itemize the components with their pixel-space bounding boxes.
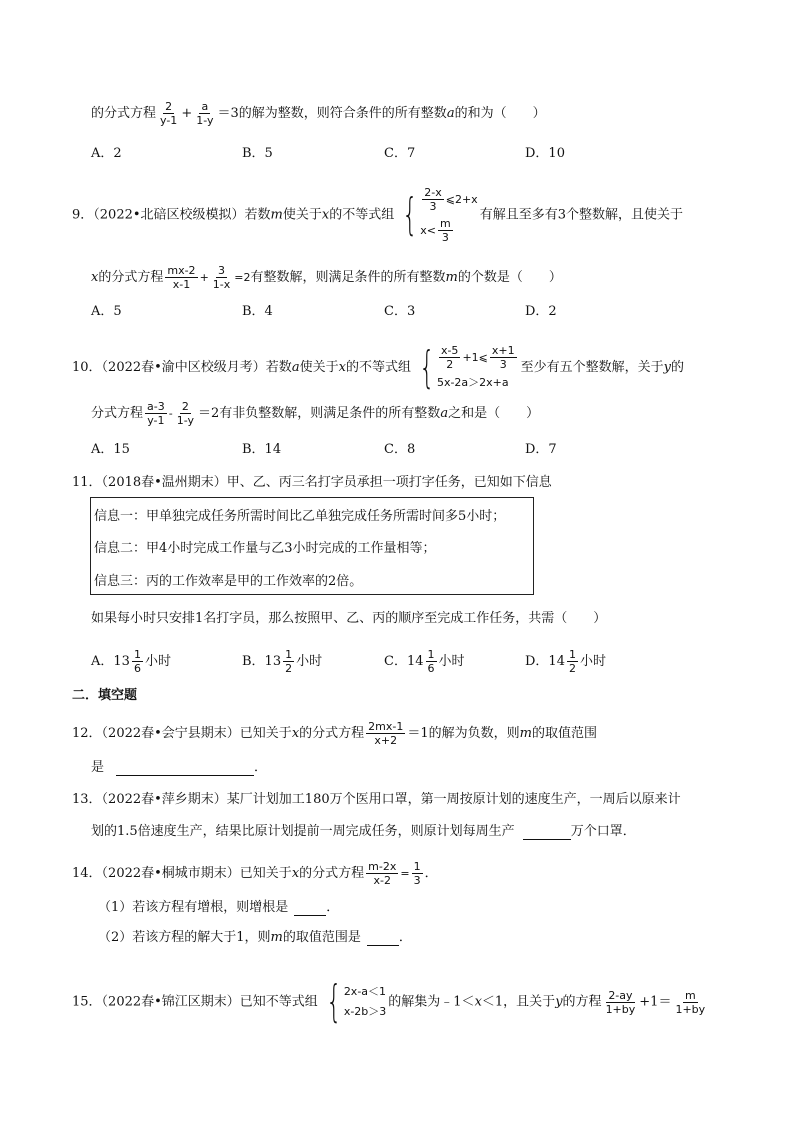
q10-var-x: x: [338, 360, 346, 375]
q10-option-a: A．15: [91, 442, 130, 457]
q9-f2-numerator: 3: [218, 264, 226, 277]
q14-sub2-end: ．: [398, 930, 412, 945]
q12-text-3: 的取值范围: [532, 726, 598, 741]
q8-option-b: B．5: [242, 146, 273, 161]
q10-l2-pre: 分式方程: [91, 406, 144, 421]
q9-ineq2-left: x<: [420, 223, 436, 237]
q11-option-b-denominator: 2: [285, 662, 293, 675]
q9-line-2: [91, 264, 562, 291]
q10-minus: -: [168, 407, 173, 420]
section-fill-in-blank-heading: 二．填空题: [72, 688, 138, 703]
q9-option-c: C．3: [384, 304, 416, 319]
q11-option-a-denominator: 6: [133, 662, 141, 675]
q15-var-y: y: [555, 994, 563, 1010]
q12-line-2: [91, 760, 267, 776]
q9-text-3: 有解且至多有3个整数解，且使关于: [479, 207, 683, 223]
q15-text-1: 的解集为﹣1＜: [388, 994, 475, 1010]
q11-info-box: [90, 497, 534, 595]
q13-answer-blank[interactable]: [523, 825, 571, 840]
q14-sub2-answer-blank[interactable]: [367, 931, 399, 946]
q10-fraction-1: [145, 400, 167, 427]
q9-l2-pre: 的分式方程: [98, 270, 164, 285]
q11-option-a-label: A．13: [91, 653, 130, 669]
q13-text-2a: 划的1.5倍速度生产，结果比原计划提前一周完成任务，则原计划每周生产: [91, 824, 515, 839]
q9-line-1: [72, 186, 683, 244]
q11-number: 11．: [72, 475, 102, 490]
q15-inequality-system: [320, 976, 387, 1027]
q9-ineq2-numerator: m: [439, 217, 451, 230]
q15-f2-numerator: m: [684, 988, 696, 1002]
q10-r1-denominator: 2: [446, 358, 454, 371]
q11-option-d-label: D．14: [525, 653, 565, 669]
q14-var-x: x: [291, 866, 300, 881]
q15-mid: +1＝: [639, 994, 672, 1010]
q15-var-x: x: [474, 994, 482, 1010]
q11-option-d-numerator: 1: [568, 648, 576, 661]
q14-source: （2022春•桐城市期末）已知关于: [101, 866, 292, 881]
q11-option-b-label: B．13: [242, 653, 282, 669]
q14-line-1: [72, 860, 438, 887]
q10-inequality-system: [413, 341, 519, 393]
q12-answer-blank[interactable]: [116, 761, 254, 776]
q12-f-denominator: x+2: [374, 734, 398, 747]
q15-f1-numerator: 2-ay: [608, 988, 633, 1002]
q9-var-m: m: [270, 207, 283, 223]
q11-option-d-denominator: 2: [568, 662, 576, 675]
q11-option-a-numerator: 1: [133, 648, 141, 661]
q10-fraction-2: [175, 400, 196, 427]
q10-text-2: 的不等式组: [345, 360, 411, 375]
q13-text-1: （2022春•萍乡期末）某厂计划加工180万个医用口罩，第一周按原计划的速度生产，一周后以原来计: [101, 792, 681, 807]
q9-l2-post2: 的个数是（ ）: [457, 270, 562, 285]
q8-plus: +: [181, 106, 193, 121]
q9-source: （2022•北碚区校级模拟）若数: [93, 207, 271, 223]
q12-var-m: m: [519, 726, 532, 741]
q14-number: 14．: [72, 866, 102, 881]
q8-text-post: 的解为整数，则符合条件的所有整数: [238, 106, 447, 121]
q10-line-1: [72, 341, 684, 393]
q14-fraction: [366, 860, 398, 887]
q15-ineq-row-1: 2x-a＜1: [343, 985, 387, 998]
q14-f-denominator: x-2: [373, 874, 392, 887]
q8-f1-denominator: y-1: [160, 114, 178, 127]
q15-text-2: ＜1，且关于: [481, 994, 556, 1010]
q10-brace: {: [419, 341, 435, 393]
q9-text-2: 的不等式组: [329, 207, 395, 223]
q9-equals: =2: [234, 271, 251, 284]
q10-text-4: 的: [670, 360, 684, 375]
q9-option-b: B．4: [242, 304, 273, 319]
q8-f2-numerator: a: [201, 100, 209, 113]
q14-r-denominator: 3: [413, 874, 421, 887]
q8-fraction-1: [158, 100, 179, 127]
q11-info-2: 信息二：甲4小时完成工作量与乙3小时完成的工作量相等；: [94, 541, 436, 556]
q9-var-x: x: [321, 207, 330, 223]
q11-option-d: [525, 648, 606, 675]
q10-r1-denominator-2: 3: [499, 358, 507, 371]
q9-fraction-1: [165, 264, 197, 291]
q10-l2-post2: 之和是（ ）: [448, 406, 540, 421]
q10-var-a: a: [291, 360, 300, 375]
q10-l2-post: 有非负整数解，则满足条件的所有整数: [219, 406, 441, 421]
q12-line-1: [72, 720, 597, 747]
q14-sub-2: [98, 930, 412, 946]
q13-line-1: [72, 792, 681, 808]
q8-equation-line: [91, 100, 546, 127]
q13-line-2: [91, 824, 636, 840]
q11-option-c: [384, 648, 465, 675]
q9-inequality-system: [396, 186, 477, 244]
q9-brace: {: [402, 189, 418, 240]
q9-ineq-row-1: [420, 186, 477, 213]
q10-text-1: 使关于: [299, 360, 339, 375]
q12-source: （2022春•会宁县期末）已知关于: [101, 726, 292, 741]
q14-equals: =: [400, 867, 410, 880]
q8-fraction-2: [194, 100, 215, 127]
q12-text-1: 的分式方程: [299, 726, 365, 741]
q15-number: 15．: [72, 994, 102, 1010]
q12-l2-text: 是: [91, 760, 105, 775]
q10-equals: ＝2: [198, 406, 220, 421]
q10-option-d: D．7: [525, 442, 557, 457]
q11-option-b: [242, 648, 322, 675]
q10-f1-denominator: y-1: [147, 414, 165, 427]
q12-number: 12．: [72, 726, 102, 741]
q12-equals: ＝1: [407, 726, 429, 741]
q15-fraction-1: [604, 989, 638, 1016]
q9-ineq1-denominator: 3: [429, 200, 437, 213]
q12-text-2: 的解为负数，则: [428, 726, 520, 741]
q9-f1-numerator: mx-2: [167, 264, 196, 277]
q10-f2-denominator: 1-y: [176, 414, 195, 427]
q10-ineq-row-2: 5x-2a＞2x+a: [436, 376, 509, 389]
q11-option-d-unit: 小时: [579, 653, 606, 669]
q12-f-numerator: 2mx-1: [368, 720, 404, 733]
q11-option-c-unit: 小时: [438, 653, 465, 669]
q9-option-a: A．5: [91, 304, 122, 319]
q10-f2-numerator: 2: [181, 400, 189, 413]
q8-text-post2: 的和为（ ）: [454, 106, 546, 121]
q14-r-numerator: 1: [413, 860, 421, 873]
q12-fraction: [366, 720, 405, 747]
q11-option-a-unit: 小时: [144, 653, 171, 669]
q13-number: 13．: [72, 792, 102, 807]
q8-option-a: A．2: [91, 146, 122, 161]
q9-l2-post: 有整数解，则满足条件的所有整数: [250, 270, 446, 285]
q9-fraction-2: [211, 264, 232, 291]
q9-plus: +: [199, 271, 209, 284]
q14-sub1-text: （1）若该方程有增根，则增根是: [98, 900, 289, 915]
q10-l2-var-a: a: [440, 406, 449, 421]
q11-option-b-numerator: 1: [285, 648, 293, 661]
q10-line-2: [91, 400, 539, 427]
q11-info-1: 信息一：甲单独完成任务所需时间比乙单独完成任务所需时间多5小时；: [94, 509, 506, 524]
q15-brace: {: [326, 976, 342, 1027]
q10-r1-numerator-2: x+1: [491, 344, 515, 357]
q11-text: （2018春•温州期末）甲、乙、丙三名打字员承担一项打字任务，已知如下信息: [101, 475, 552, 490]
q13-text-2b: 万个口罩．: [570, 824, 636, 839]
q10-source: （2022春•渝中区校级月考）若数: [101, 360, 292, 375]
q11-option-c-numerator: 1: [427, 648, 435, 661]
q12-var-x: x: [291, 726, 300, 741]
q15-ineq-row-2: x-2b＞3: [343, 1005, 387, 1018]
q14-rhs-fraction: [412, 860, 423, 887]
q10-number: 10．: [72, 360, 102, 375]
q15-fraction-2: [673, 989, 707, 1016]
q8-equals: ＝3: [217, 106, 239, 121]
q14-sub2-var-m: m: [270, 930, 283, 945]
q10-var-y: y: [663, 360, 671, 375]
q9-ineq1-rest: ⩽2+x: [445, 192, 478, 206]
q14-sub2-text-b: 的取值范围是: [282, 930, 361, 945]
q10-ineq-row-1: [437, 344, 519, 371]
q9-option-d: D．2: [525, 304, 557, 319]
q14-end: ．: [424, 866, 438, 881]
q12-l2-end: ．: [254, 760, 268, 775]
q9-text-1: 使关于: [282, 207, 322, 223]
q9-ineq2-denominator: 3: [441, 231, 449, 244]
q8-text-pre: 的分式方程: [91, 106, 157, 121]
q9-f2-denominator: 1-x: [212, 278, 231, 291]
q15-f1-denominator: 1+by: [605, 1002, 636, 1016]
q8-f1-numerator: 2: [165, 100, 173, 113]
q14-text-1: 的分式方程: [299, 866, 365, 881]
q8-option-c: C．7: [384, 146, 416, 161]
q9-l2-var-x: x: [91, 270, 99, 285]
q15-text-3: 的方程: [562, 994, 602, 1010]
q15-f2-denominator: 1+by: [675, 1002, 706, 1016]
q10-r1-numerator: x-5: [440, 344, 459, 357]
q11-option-c-label: C．14: [384, 653, 424, 669]
q11-info-3: 信息三：丙的工作效率是甲的工作效率的2倍。: [94, 574, 363, 589]
q8-f2-denominator: 1-y: [196, 114, 214, 127]
q11-option-c-denominator: 6: [427, 662, 435, 675]
q14-sub1-end: ．: [326, 900, 340, 915]
q11-line-1: [72, 475, 552, 491]
q10-f1-numerator: a-3: [147, 400, 165, 413]
q14-sub-1: [98, 900, 339, 916]
q14-sub2-text: （2）若该方程的解大于1，则: [98, 930, 271, 945]
q10-text-3: 至少有五个整数解，关于: [520, 360, 664, 375]
q11-option-a: [91, 648, 171, 675]
q14-sub1-answer-blank[interactable]: [294, 901, 326, 916]
q9-ineq-row-2: [420, 217, 477, 244]
q10-option-b: B．14: [242, 442, 282, 457]
q14-f-numerator: m-2x: [368, 860, 397, 873]
q9-l2-var-m: m: [445, 270, 458, 285]
q10-option-c: C．8: [384, 442, 416, 457]
q10-r1-mid: +1⩽: [462, 350, 488, 364]
q9-ineq1-numerator: 2-x: [424, 186, 442, 199]
q15-source: （2022春•锦江区期末）已知不等式组: [101, 994, 318, 1010]
q8-var-a: a: [446, 106, 455, 121]
q11-option-b-unit: 小时: [296, 653, 323, 669]
q9-f1-denominator: x-1: [172, 278, 191, 291]
q8-option-d: D．10: [525, 146, 565, 161]
q11-question: 如果每小时只安排1名打字员，那么按照甲、乙、丙的顺序至完成工作任务，共需（ ）: [91, 611, 607, 626]
q15-line-1: [72, 976, 709, 1027]
q9-number: 9．: [72, 207, 94, 223]
